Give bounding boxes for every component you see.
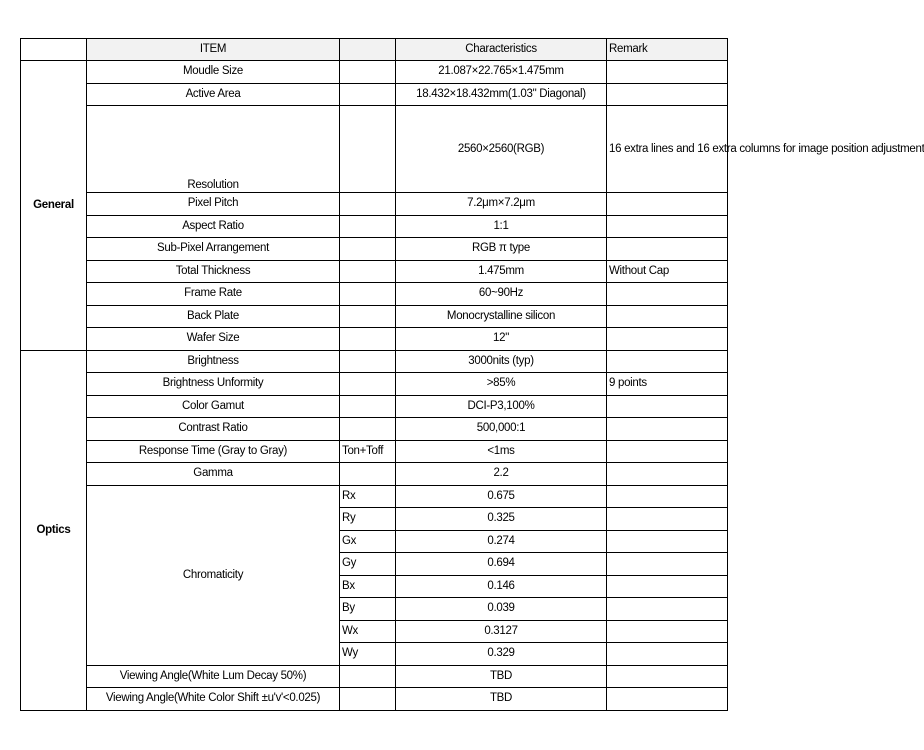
sub-cell — [340, 418, 396, 441]
value-cell: 18.432×18.432mm(1.03" Diagonal) — [396, 83, 607, 106]
value-cell: >85% — [396, 373, 607, 396]
remark-cell — [607, 418, 728, 441]
sub-cell — [340, 395, 396, 418]
table-row — [21, 373, 728, 396]
sub-cell: Rx — [340, 485, 396, 508]
value-cell: 0.3127 — [396, 620, 607, 643]
value-cell: 0.694 — [396, 553, 607, 576]
table-row — [21, 440, 728, 463]
value-cell: DCI-P3,100% — [396, 395, 607, 418]
table-row — [21, 328, 728, 351]
remark-cell — [607, 575, 728, 598]
sub-cell — [340, 260, 396, 283]
table-row — [21, 665, 728, 688]
category-general: General — [21, 61, 87, 351]
remark-cell — [607, 530, 728, 553]
header-remark: Remark — [607, 39, 728, 61]
remark-cell — [607, 215, 728, 238]
remark-cell: 9 points — [607, 373, 728, 396]
item-cell: Brightness — [87, 350, 340, 373]
item-cell: Response Time (Gray to Gray) — [87, 440, 340, 463]
remark-cell: 16 extra lines and 16 extra columns for image position adjustment — [607, 106, 728, 193]
header-item: ITEM — [87, 39, 340, 61]
item-cell: Viewing Angle(White Lum Decay 50%) — [87, 665, 340, 688]
remark-cell — [607, 193, 728, 216]
remark-cell — [607, 305, 728, 328]
sub-cell — [340, 350, 396, 373]
value-cell: 0.329 — [396, 643, 607, 666]
sub-cell — [340, 106, 396, 193]
value-cell: Monocrystalline silicon — [396, 305, 607, 328]
table-row — [21, 260, 728, 283]
sub-cell — [340, 283, 396, 306]
remark-cell — [607, 620, 728, 643]
item-cell: Gamma — [87, 463, 340, 486]
sub-cell: Gy — [340, 553, 396, 576]
remark-cell — [607, 395, 728, 418]
value-cell: 1:1 — [396, 215, 607, 238]
item-cell: Back Plate — [87, 305, 340, 328]
spec-table — [20, 38, 924, 711]
remark-cell — [607, 350, 728, 373]
remark-cell — [607, 643, 728, 666]
sub-cell — [340, 61, 396, 84]
value-cell: 12" — [396, 328, 607, 351]
item-cell: Aspect Ratio — [87, 215, 340, 238]
header-row — [21, 39, 728, 61]
item-cell: Moudle Size — [87, 61, 340, 84]
sub-cell — [340, 193, 396, 216]
value-cell: RGB π type — [396, 238, 607, 261]
value-cell: 0.325 — [396, 508, 607, 531]
table-row — [21, 350, 728, 373]
remark-cell — [607, 463, 728, 486]
item-cell: Sub-Pixel Arrangement — [87, 238, 340, 261]
value-cell: 3000nits (typ) — [396, 350, 607, 373]
category-optics: Optics — [21, 350, 87, 710]
remark-cell — [607, 665, 728, 688]
item-cell: Frame Rate — [87, 283, 340, 306]
remark-cell — [607, 598, 728, 621]
sub-cell: Ton+Toff — [340, 440, 396, 463]
remark-cell — [607, 553, 728, 576]
item-cell: Color Gamut — [87, 395, 340, 418]
remark-cell: Without Cap — [607, 260, 728, 283]
value-cell: 0.039 — [396, 598, 607, 621]
sub-cell — [340, 463, 396, 486]
value-cell: 21.087×22.765×1.475mm — [396, 61, 607, 84]
value-cell: 60~90Hz — [396, 283, 607, 306]
sub-cell — [340, 373, 396, 396]
remark-cell — [607, 238, 728, 261]
sub-cell: Ry — [340, 508, 396, 531]
sub-cell: By — [340, 598, 396, 621]
sub-cell: Bx — [340, 575, 396, 598]
remark-cell — [607, 508, 728, 531]
value-cell: 0.146 — [396, 575, 607, 598]
value-cell: TBD — [396, 665, 607, 688]
header-blank-cell — [21, 39, 87, 61]
table-row — [21, 61, 728, 84]
sub-cell — [340, 238, 396, 261]
remark-cell — [607, 61, 728, 84]
item-cell: Viewing Angle(White Color Shift ±u'v'<0.025) — [87, 688, 340, 711]
sub-cell — [340, 688, 396, 711]
table-row — [21, 215, 728, 238]
remark-cell — [607, 83, 728, 106]
value-cell: <1ms — [396, 440, 607, 463]
remark-cell — [607, 485, 728, 508]
sub-cell — [340, 83, 396, 106]
table-row — [21, 193, 728, 216]
value-cell: 2.2 — [396, 463, 607, 486]
table-row — [21, 83, 728, 106]
sub-cell: Wx — [340, 620, 396, 643]
table-row — [21, 238, 728, 261]
table-row — [21, 305, 728, 328]
item-cell: Brightness Unformity — [87, 373, 340, 396]
value-cell: 2560×2560(RGB) — [396, 106, 607, 193]
table-row — [21, 485, 728, 508]
item-cell: Active Area — [87, 83, 340, 106]
item-cell: Contrast Ratio — [87, 418, 340, 441]
sub-cell — [340, 328, 396, 351]
sub-cell — [340, 665, 396, 688]
table-row — [21, 463, 728, 486]
value-cell: 500,000:1 — [396, 418, 607, 441]
header-characteristics: Characteristics — [396, 39, 607, 61]
remark-cell — [607, 283, 728, 306]
table-row — [21, 106, 728, 193]
table-row — [21, 688, 728, 711]
table-row — [21, 283, 728, 306]
remark-cell — [607, 688, 728, 711]
sub-cell: Wy — [340, 643, 396, 666]
item-cell: Total Thickness — [87, 260, 340, 283]
remark-cell — [607, 328, 728, 351]
header-sub-blank — [340, 39, 396, 61]
value-cell: 1.475mm — [396, 260, 607, 283]
value-cell: 0.675 — [396, 485, 607, 508]
chromaticity-item-cell: Chromaticity — [87, 485, 340, 665]
table-row — [21, 395, 728, 418]
value-cell: 7.2μm×7.2μm — [396, 193, 607, 216]
item-cell: Wafer Size — [87, 328, 340, 351]
item-cell: Resolution — [87, 106, 340, 193]
table-row — [21, 418, 728, 441]
value-cell: 0.274 — [396, 530, 607, 553]
sub-cell — [340, 305, 396, 328]
remark-cell — [607, 440, 728, 463]
sub-cell — [340, 215, 396, 238]
sub-cell: Gx — [340, 530, 396, 553]
value-cell: TBD — [396, 688, 607, 711]
item-cell: Pixel Pitch — [87, 193, 340, 216]
